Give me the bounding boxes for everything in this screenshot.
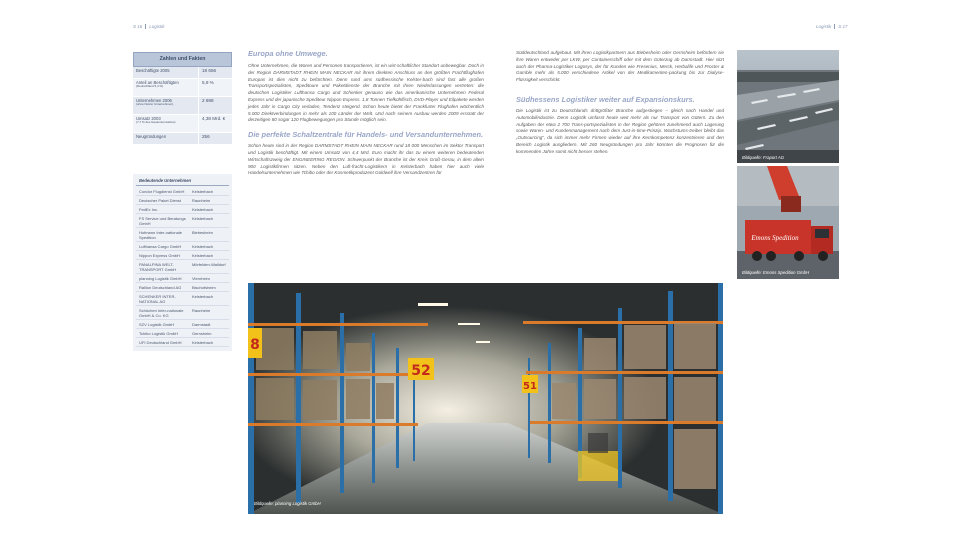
facts-value: 5,9 % [198, 79, 232, 96]
facts-value: 2 698 [198, 97, 232, 114]
facts-label [133, 97, 198, 114]
company-city: Bischofsheim [191, 285, 216, 290]
facts-label [133, 115, 198, 132]
heading-schaltzentrale: Die perfekte Schaltzentrale für Handels- und Versandunternehmen. [248, 130, 484, 140]
company-city: Kelsterbach [191, 294, 214, 299]
company-name: FedEx Inc. [139, 207, 159, 212]
company-name: Deutscher Paket Dienst [139, 198, 182, 203]
warehouse-caption: Bildquelle: planning Logistik GmbH [254, 501, 321, 506]
truck-caption: Bildquelle: Emons Spedition GmbH [742, 270, 810, 275]
company-name: UFI Deutschland GmbH [139, 340, 182, 345]
facts-label-text: Umsatz 2003 [136, 116, 161, 121]
company-row [136, 251, 229, 260]
company-row [136, 306, 229, 320]
facts-label [133, 133, 198, 144]
facts-value: 18 656 [198, 67, 232, 78]
companies-title: Bedeutende Unternehmen [136, 176, 229, 186]
company-row [136, 196, 229, 205]
facts-label-note: (Deutschland 5,4 %) [136, 84, 164, 89]
facts-row [133, 115, 232, 133]
company-row [136, 214, 229, 228]
facts-table [133, 52, 232, 145]
right-folio: Logistik S 17 [816, 24, 848, 29]
facts-label-text: Unternehmen 2006 [136, 98, 172, 103]
heading-expansion: Südhessens Logistiker weiter auf Expansionskurs. [516, 94, 695, 104]
company-row [136, 187, 229, 196]
facts-label [133, 79, 198, 96]
paragraph-2: Schon heute sind in der Region DARMSTADT RHEIN MAIN NECKAR rund 18 000 Menschen im Sektor Transport und Logistik beschäftigt. Mit einem Umsatz von 4,4 Mrd. Euro macht ihr das zu einem weiteren bedeutenden Wirtschaftszweig der ENGINEERING REGION. Schwerpunkt der Branche ist der Kreis Groß-Gerau, in dem allein 900 Logistikfirmen sitzen. Neben den Luft-fracht-Logistikern in Kelsterbach haben hier auch viele Handelsunternehmen wie Tchibo oder der Kosmetikproduzent Goldwell ihre Versandzentren für [248, 143, 484, 176]
company-name: PANALPINA WELT-TRANSPORT GmbH [139, 262, 177, 272]
paragraph-1: Ohne Unternehmen, die Waren und Personen transportieren, ist ein wirt-schaftlicher Standort unbewegbar. Doch in der Region DARMSTADT RHEIN MAIN NECKAR mit ihrem direkten Anschluss an den größten Frachtflughafen Europas ist dies nicht zu befürchten. Denn rund ums südhessische Kelster-bach sind fast alle großen Transportspezialisten, Speditoure und Paketdienste der Branche mit ihren Niederlassungen vertreten: die deutschen Logistiker Lufthansa Cargo und Schenker genauso wie das amerikanische Unternehmen Federal Express und der japanische Spediteur Nippon Express. 1,8 Tonnen Tiefkühlfisch, DVD-Player und Eilpakete werden jedes Jahr in Cargo City verladen, Tendenz steigend. Schon heute bietet der Frankfurter Flughafen wöchentlich 5.000 Direktverbindungen in mehr als 100 Länder der Welt. Und nach seinem Ausbau werden 2009 ersstatt der derzeitigen 80 sogar 120 Flugbewegungen pro Stunde möglich sein. [248, 63, 484, 123]
company-city: Raunheim [191, 308, 211, 313]
company-row [136, 260, 229, 274]
company-city: Raunheim [191, 198, 211, 203]
paragraph-4: Die Logistik ist zu Deutschlands drittgrößter Branche aufgestiegen – gleich nach Handel und Automobilindustrie. Denn Logistik umfasst heute weit mehr als nur Transport von Gütern. Zu den Aufgaben der etwa 2 700 Trans-portspezialisten in der Region gehören zunehmend auch Lagerung sowie Waren- und Kundenmanagement nach dem Just-in-time-Prinzip. Wachstums-treiber bleibt das „Outsourcing“, da sich immer mehr Firmen wieder auf ihre Kernkompetenz konzentrieren und den Bereich Logistik ausgliedern. Mit 260 Neugründungen pro Jahr könnten die Prognosen für die kommenden Jahre somit nicht besser stehen. [516, 107, 724, 154]
facts-label-note: (ohne Nutzer Unternehmen) [136, 102, 174, 107]
company-city: Viernheim [191, 276, 210, 281]
company-row [136, 338, 229, 347]
company-city: Kelsterbach [191, 189, 214, 194]
facts-row [133, 67, 232, 79]
airport-image [737, 50, 839, 163]
company-city: Darmstadt [191, 322, 211, 327]
paragraph-3: Süddeutschland aufgebaut. Mit ihren Logistikpartnern aus Biebesheim oder Gernsheim befördern sie ihre Waren entweder per LKW, per Containerschiff oder mit dem Güterzug ab Darmstadt. Hier sitzt auch der Pharma-Logistiker Logosys, der für Kunden wie Fresenius, Merck, Herbalife und Procter & Gamble mehr als 5.000 verschiedene Artikel von der Medikamenten-packung bis zur Dialyse-Flüssigkeit verschickt. [516, 50, 724, 83]
company-row [136, 283, 229, 292]
truck-image [737, 166, 839, 279]
company-row [136, 320, 229, 329]
facts-label-text: Neugründungen [136, 134, 167, 139]
company-name: Rallion Deutschland AG [139, 285, 182, 290]
company-name: SZV Logistik GmbH [139, 322, 175, 327]
warehouse-image [248, 283, 723, 514]
truck-photo [737, 166, 839, 279]
facts-row [133, 133, 232, 145]
company-name: Nippon Express GmbH [139, 253, 180, 258]
company-row [136, 274, 229, 283]
shelf-number-51: 51 [523, 381, 537, 392]
company-name: planning Logistik GmbH [139, 276, 182, 281]
company-city: Biebesheim [191, 230, 213, 235]
facts-value: 256 [198, 133, 232, 144]
article-column-2 [516, 50, 724, 156]
facts-row [133, 79, 232, 97]
company-name: Condor Flugdienst GmbH [139, 189, 185, 194]
heading-europa: Europa ohne Umwege. [248, 49, 328, 58]
facts-row [133, 97, 232, 115]
company-name: Lufthansa Cargo GmbH [139, 244, 182, 249]
company-city: Kelsterbach [191, 216, 214, 221]
company-name: SCHENKER INTER-NATIONAL AG [139, 294, 176, 304]
company-row [136, 228, 229, 242]
company-name: Schüchen Inter-nationale GmbH & Co. KG [139, 308, 184, 318]
company-city: Mörfelden-Walldorf [191, 262, 226, 267]
facts-title: Zahlen und Fakten [133, 52, 232, 67]
company-name: Hofmann Inter-nationale Spedition [139, 230, 182, 240]
truck-brand-text: Emons Spedition [751, 234, 799, 242]
facts-label [133, 67, 198, 78]
company-row [136, 329, 229, 338]
company-name: Tchibo Logistik GmbH [139, 331, 178, 336]
company-city: Gernsheim [191, 331, 212, 336]
airport-photo [737, 50, 839, 163]
company-row [136, 292, 229, 306]
facts-label-text: Anteil an Beschäftigten [136, 80, 179, 85]
company-city: Kelsterbach [191, 340, 214, 345]
facts-label-note: (7,7 % des Gesamtumsatzes) [136, 120, 176, 125]
company-city: Kelsterbach [191, 207, 214, 212]
company-city: Kelsterbach [191, 244, 214, 249]
facts-label-text: Beschäftigte 2005 [136, 68, 170, 73]
facts-value: 4,38 Mrd. € [198, 115, 232, 132]
company-row [136, 242, 229, 251]
warehouse-photo [248, 283, 723, 514]
company-row [136, 205, 229, 214]
company-name: FS Service und Beratungs GmbH [139, 216, 186, 226]
companies-table [133, 174, 232, 351]
shelf-number-8: 8 [250, 337, 260, 353]
shelf-number-52: 52 [411, 363, 431, 379]
airport-caption: Bildquelle: Fraport AG [742, 155, 785, 160]
left-folio: S 16 Logistik [133, 24, 165, 29]
company-city: Kelsterbach [191, 253, 214, 258]
article-column-1 [248, 50, 484, 177]
